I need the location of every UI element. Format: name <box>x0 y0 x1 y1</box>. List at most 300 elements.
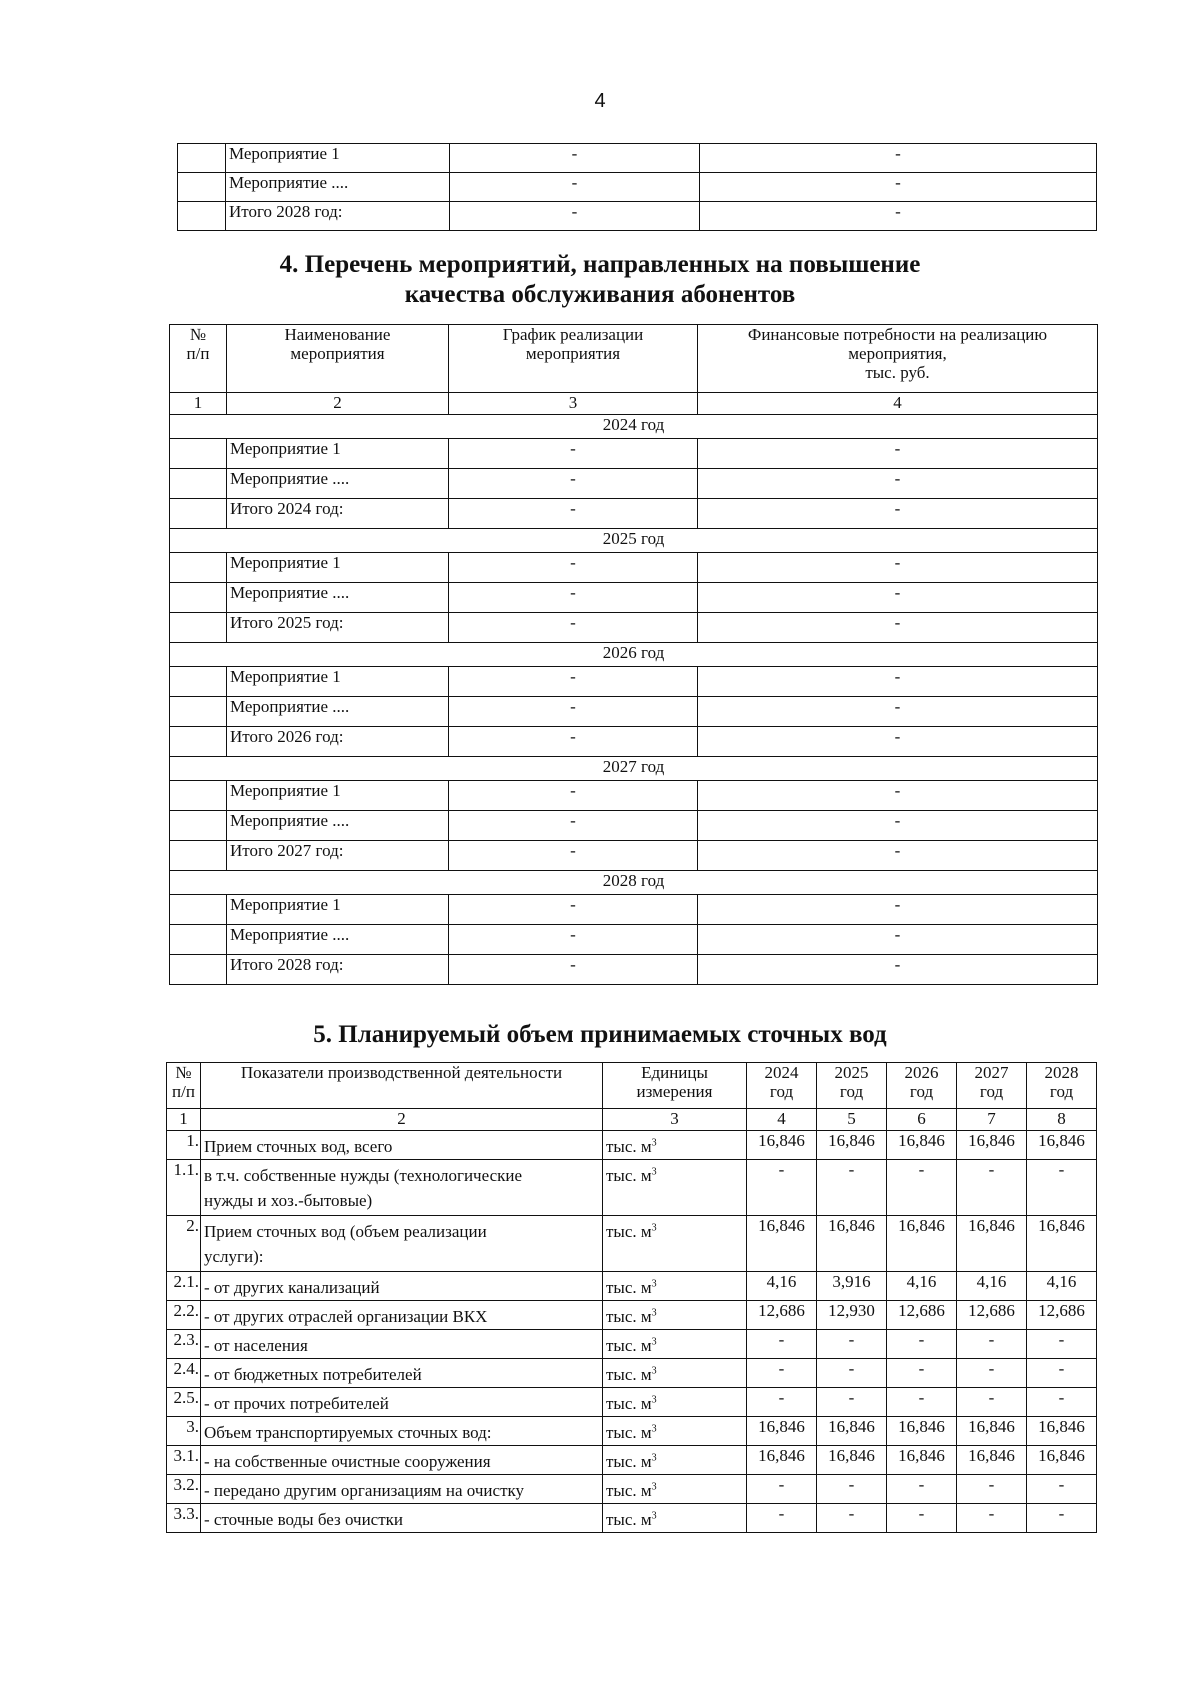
value-cell: - <box>817 1504 887 1533</box>
indicator-line1: - от других отраслей организации ВКХ <box>204 1307 488 1326</box>
unit-text: тыс. м <box>606 1394 652 1413</box>
row-number: 1.1. <box>167 1160 201 1216</box>
name-cell: Мероприятие 1 <box>227 781 449 811</box>
name-cell: Мероприятие .... <box>227 925 449 955</box>
col-number: 1 <box>170 393 227 415</box>
col-number: 4 <box>698 393 1098 415</box>
unit-superscript: 3 <box>651 1423 657 1435</box>
indicator-line1: - сточные воды без очистки <box>204 1510 404 1529</box>
col-number: 3 <box>603 1109 747 1131</box>
finance-cell: - <box>700 144 1097 173</box>
num-cell <box>170 727 227 757</box>
table-row <box>170 811 1098 841</box>
header-unit-line2: измерения <box>636 1082 713 1101</box>
row-number: 3.3. <box>167 1504 201 1533</box>
finance-cell: - <box>698 895 1098 925</box>
indicator-line1: Прием сточных вод (объем реализации <box>204 1222 487 1241</box>
unit-cell <box>603 1388 747 1417</box>
finance-cell: - <box>700 173 1097 202</box>
num-cell <box>170 697 227 727</box>
section5-title: 5. Планируемый объем принимаемых сточных вод <box>313 1021 887 1048</box>
table-row <box>167 1504 1097 1533</box>
header-schedule <box>449 325 698 393</box>
name-cell: Мероприятие .... <box>227 469 449 499</box>
section4-title-line2: качества обслуживания абонентов <box>404 281 796 308</box>
header-num-line2: п/п <box>172 1082 195 1101</box>
value-cell: 4,16 <box>887 1272 957 1301</box>
col-number: 1 <box>167 1109 201 1131</box>
table-row <box>170 613 1098 643</box>
col-number: 5 <box>817 1109 887 1131</box>
value-cell: - <box>957 1359 1027 1388</box>
indicator-line1: - на собственные очистные сооружения <box>204 1452 491 1471</box>
num-cell <box>170 955 227 985</box>
col-number: 2 <box>227 393 449 415</box>
unit-superscript: 3 <box>651 1278 657 1290</box>
header-finance <box>698 325 1098 393</box>
value-cell: 4,16 <box>747 1272 817 1301</box>
finance-cell: - <box>698 667 1098 697</box>
name-cell: Мероприятие .... <box>227 697 449 727</box>
indicator-line1: - от других канализаций <box>204 1278 380 1297</box>
value-cell: 16,846 <box>957 1131 1027 1160</box>
unit-cell <box>603 1475 747 1504</box>
table-row <box>167 1301 1097 1330</box>
header-finance-line2: мероприятия, <box>848 344 947 363</box>
value-cell: 16,846 <box>1027 1417 1097 1446</box>
col-number: 3 <box>449 393 698 415</box>
indicator-cell <box>201 1417 603 1446</box>
value-cell: - <box>887 1504 957 1533</box>
year-label: 2025 год <box>170 529 1098 553</box>
table-row <box>170 895 1098 925</box>
row-number: 2.4. <box>167 1359 201 1388</box>
value-cell: - <box>887 1330 957 1359</box>
schedule-cell: - <box>449 613 698 643</box>
value-cell: 16,846 <box>887 1417 957 1446</box>
unit-text: тыс. м <box>606 1510 652 1529</box>
num-cell <box>170 895 227 925</box>
schedule-cell: - <box>449 955 698 985</box>
name-cell: Итого 2024 год: <box>227 499 449 529</box>
value-cell: - <box>747 1475 817 1504</box>
value-cell: - <box>1027 1504 1097 1533</box>
year-label: 2026 год <box>170 643 1098 667</box>
indicator-line1: Объем транспортируемых сточных вод: <box>204 1423 492 1442</box>
value-cell: 3,916 <box>817 1272 887 1301</box>
unit-cell <box>603 1330 747 1359</box>
schedule-cell: - <box>449 925 698 955</box>
schedule-cell: - <box>450 202 700 231</box>
value-cell: - <box>957 1475 1027 1504</box>
unit-superscript: 3 <box>651 1452 657 1464</box>
unit-text: тыс. м <box>606 1365 652 1384</box>
unit-superscript: 3 <box>651 1307 657 1319</box>
unit-superscript: 3 <box>651 1336 657 1348</box>
unit-cell <box>603 1301 747 1330</box>
value-cell: - <box>747 1504 817 1533</box>
header-year-value: 2026 <box>904 1063 939 1082</box>
value-cell: - <box>1027 1359 1097 1388</box>
value-cell: - <box>957 1504 1027 1533</box>
unit-superscript: 3 <box>651 1481 657 1493</box>
header-row <box>167 1063 1097 1109</box>
value-cell: 12,686 <box>957 1301 1027 1330</box>
value-cell: 16,846 <box>1027 1216 1097 1272</box>
page-number: 4 <box>594 90 606 112</box>
finance-cell: - <box>698 925 1098 955</box>
value-cell: 16,846 <box>887 1446 957 1475</box>
row-number: 2. <box>167 1216 201 1272</box>
table-row <box>170 955 1098 985</box>
name-cell: Итого 2028 год: <box>226 202 450 231</box>
unit-cell <box>603 1216 747 1272</box>
row-number: 3.2. <box>167 1475 201 1504</box>
table-row <box>167 1475 1097 1504</box>
finance-cell: - <box>698 469 1098 499</box>
value-cell: - <box>1027 1330 1097 1359</box>
unit-text: тыс. м <box>606 1481 652 1500</box>
schedule-cell: - <box>450 144 700 173</box>
col-number: 4 <box>747 1109 817 1131</box>
table-row <box>170 583 1098 613</box>
year-row <box>170 415 1098 439</box>
row-number: 3. <box>167 1417 201 1446</box>
header-schedule-line1: График реализации <box>502 325 644 344</box>
table-row <box>167 1417 1097 1446</box>
schedule-cell: - <box>449 499 698 529</box>
value-cell: 16,846 <box>817 1216 887 1272</box>
value-cell: - <box>957 1330 1027 1359</box>
year-row <box>170 529 1098 553</box>
value-cell: 16,846 <box>1027 1131 1097 1160</box>
name-cell: Итого 2027 год: <box>227 841 449 871</box>
finance-cell: - <box>700 202 1097 231</box>
schedule-cell: - <box>449 469 698 499</box>
finance-cell: - <box>698 553 1098 583</box>
name-cell: Мероприятие .... <box>226 173 450 202</box>
value-cell: - <box>747 1359 817 1388</box>
value-cell: - <box>887 1359 957 1388</box>
table-row <box>167 1160 1097 1216</box>
value-cell: 16,846 <box>1027 1446 1097 1475</box>
value-cell: - <box>1027 1475 1097 1504</box>
table-row <box>170 727 1098 757</box>
indicator-line1: - передано другим организациям на очистку <box>204 1481 525 1500</box>
name-cell: Мероприятие 1 <box>227 667 449 697</box>
table-row <box>170 469 1098 499</box>
year-label: 2024 год <box>170 415 1098 439</box>
header-finance-line3: тыс. руб. <box>865 363 930 382</box>
header-num <box>167 1063 201 1109</box>
value-cell: 16,846 <box>817 1446 887 1475</box>
row-number: 2.2. <box>167 1301 201 1330</box>
name-cell: Мероприятие 1 <box>227 439 449 469</box>
indicator-line2: нужды и хоз.-бытовые) <box>204 1191 373 1210</box>
value-cell: 16,846 <box>887 1216 957 1272</box>
value-cell: 12,686 <box>1027 1301 1097 1330</box>
value-cell: 16,846 <box>957 1446 1027 1475</box>
year-label: 2027 год <box>170 757 1098 781</box>
row-number: 1. <box>167 1131 201 1160</box>
num-cell <box>170 925 227 955</box>
num-cell <box>178 202 226 231</box>
header-num-line2: п/п <box>186 344 210 363</box>
indicator-line1: - от прочих потребителей <box>204 1394 389 1413</box>
schedule-cell: - <box>449 439 698 469</box>
header-num-line1: № <box>189 325 207 344</box>
value-cell: 4,16 <box>957 1272 1027 1301</box>
table-row <box>170 439 1098 469</box>
indicator-cell <box>201 1272 603 1301</box>
indicator-line2: услуги): <box>204 1247 264 1266</box>
value-cell: 12,686 <box>747 1301 817 1330</box>
header-year-word: год <box>979 1082 1004 1101</box>
indicator-line1: Прием сточных вод, всего <box>204 1137 393 1156</box>
row-number: 3.1. <box>167 1446 201 1475</box>
finance-cell: - <box>698 583 1098 613</box>
table-row <box>167 1272 1097 1301</box>
finance-cell: - <box>698 439 1098 469</box>
num-cell <box>170 667 227 697</box>
value-cell: - <box>747 1388 817 1417</box>
value-cell: - <box>1027 1160 1097 1216</box>
column-number-row <box>167 1109 1097 1131</box>
indicator-line1: в т.ч. собственные нужды (технологические <box>204 1166 523 1185</box>
finance-cell: - <box>698 727 1098 757</box>
table-row <box>170 841 1098 871</box>
section4-title-line1: 4. Перечень мероприятий, направленных на повышение <box>279 251 921 278</box>
unit-superscript: 3 <box>651 1222 657 1234</box>
col-number: 8 <box>1027 1109 1097 1131</box>
table-row <box>170 925 1098 955</box>
unit-text: тыс. м <box>606 1222 652 1241</box>
value-cell: - <box>887 1160 957 1216</box>
indicator-line1: - от бюджетных потребителей <box>204 1365 422 1384</box>
num-cell <box>178 173 226 202</box>
header-year-word: год <box>1049 1082 1074 1101</box>
value-cell: 16,846 <box>957 1417 1027 1446</box>
header-schedule-line2: мероприятия <box>525 344 621 363</box>
schedule-cell: - <box>449 667 698 697</box>
value-cell: 16,846 <box>817 1131 887 1160</box>
schedule-cell: - <box>449 811 698 841</box>
value-cell: 16,846 <box>747 1417 817 1446</box>
name-cell: Мероприятие .... <box>227 583 449 613</box>
schedule-cell: - <box>449 583 698 613</box>
schedule-cell: - <box>449 841 698 871</box>
table-row <box>167 1216 1097 1272</box>
value-cell: - <box>817 1359 887 1388</box>
indicator-cell <box>201 1216 603 1272</box>
value-cell: - <box>747 1330 817 1359</box>
year-row <box>170 757 1098 781</box>
num-cell <box>170 583 227 613</box>
value-cell: - <box>817 1388 887 1417</box>
schedule-cell: - <box>449 697 698 727</box>
value-cell: 16,846 <box>747 1446 817 1475</box>
num-cell <box>170 811 227 841</box>
value-cell: - <box>1027 1388 1097 1417</box>
header-num-line1: № <box>175 1063 192 1082</box>
unit-superscript: 3 <box>651 1166 657 1178</box>
name-cell: Мероприятие 1 <box>227 895 449 925</box>
finance-cell: - <box>698 499 1098 529</box>
table-row <box>170 781 1098 811</box>
name-cell: Мероприятие 1 <box>227 553 449 583</box>
value-cell: - <box>817 1160 887 1216</box>
schedule-cell: - <box>450 173 700 202</box>
header-year-value: 2025 <box>834 1063 869 1082</box>
name-cell: Мероприятие 1 <box>226 144 450 173</box>
value-cell: - <box>817 1330 887 1359</box>
num-cell <box>170 553 227 583</box>
value-cell: 16,846 <box>957 1216 1027 1272</box>
finance-cell: - <box>698 811 1098 841</box>
header-year <box>957 1063 1027 1109</box>
section5-table <box>166 1062 1097 1533</box>
unit-cell <box>603 1504 747 1533</box>
col-number: 7 <box>957 1109 1027 1131</box>
value-cell: 12,686 <box>887 1301 957 1330</box>
indicator-cell <box>201 1131 603 1160</box>
unit-text: тыс. м <box>606 1166 652 1185</box>
indicator-cell <box>201 1475 603 1504</box>
unit-cell <box>603 1359 747 1388</box>
year-row <box>170 643 1098 667</box>
table-row <box>167 1330 1097 1359</box>
header-year <box>1027 1063 1097 1109</box>
unit-text: тыс. м <box>606 1336 652 1355</box>
name-cell: Мероприятие .... <box>227 811 449 841</box>
unit-cell <box>603 1131 747 1160</box>
header-num <box>170 325 227 393</box>
header-year <box>747 1063 817 1109</box>
header-year <box>887 1063 957 1109</box>
finance-cell: - <box>698 955 1098 985</box>
unit-text: тыс. м <box>606 1452 652 1471</box>
table-row <box>167 1131 1097 1160</box>
num-cell <box>178 144 226 173</box>
table-row <box>170 667 1098 697</box>
header-year <box>817 1063 887 1109</box>
table-row <box>167 1359 1097 1388</box>
num-cell <box>170 439 227 469</box>
indicator-cell <box>201 1301 603 1330</box>
value-cell: - <box>957 1160 1027 1216</box>
value-cell: 12,930 <box>817 1301 887 1330</box>
indicator-cell <box>201 1504 603 1533</box>
unit-cell <box>603 1446 747 1475</box>
table-row <box>178 173 1097 202</box>
year-label: 2028 год <box>170 871 1098 895</box>
value-cell: - <box>887 1388 957 1417</box>
indicator-line1: - от населения <box>204 1336 308 1355</box>
unit-superscript: 3 <box>651 1137 657 1149</box>
table-row <box>170 697 1098 727</box>
header-year-word: год <box>839 1082 864 1101</box>
num-cell <box>170 781 227 811</box>
unit-text: тыс. м <box>606 1278 652 1297</box>
column-number-row <box>170 393 1098 415</box>
schedule-cell: - <box>449 781 698 811</box>
value-cell: 16,846 <box>747 1131 817 1160</box>
year-row <box>170 871 1098 895</box>
value-cell: 4,16 <box>1027 1272 1097 1301</box>
table-row <box>170 499 1098 529</box>
finance-cell: - <box>698 781 1098 811</box>
finance-cell: - <box>698 697 1098 727</box>
section4-title <box>0 250 1200 310</box>
value-cell: 16,846 <box>747 1216 817 1272</box>
unit-text: тыс. м <box>606 1137 652 1156</box>
row-number: 2.3. <box>167 1330 201 1359</box>
header-year-value: 2027 <box>974 1063 1009 1082</box>
header-year-word: год <box>769 1082 794 1101</box>
indicator-cell <box>201 1388 603 1417</box>
unit-superscript: 3 <box>651 1394 657 1406</box>
table-row <box>170 553 1098 583</box>
finance-cell: - <box>698 613 1098 643</box>
num-cell <box>170 841 227 871</box>
row-number: 2.5. <box>167 1388 201 1417</box>
row-number: 2.1. <box>167 1272 201 1301</box>
value-cell: 16,846 <box>887 1131 957 1160</box>
top-continuation-table <box>177 143 1097 231</box>
indicator-cell <box>201 1359 603 1388</box>
name-cell: Итого 2025 год: <box>227 613 449 643</box>
value-cell: - <box>887 1475 957 1504</box>
unit-text: тыс. м <box>606 1423 652 1442</box>
value-cell: - <box>957 1388 1027 1417</box>
name-cell: Итого 2026 год: <box>227 727 449 757</box>
table-row <box>178 202 1097 231</box>
schedule-cell: - <box>449 727 698 757</box>
header-unit <box>603 1063 747 1109</box>
table-row <box>167 1446 1097 1475</box>
unit-text: тыс. м <box>606 1307 652 1326</box>
value-cell: - <box>817 1475 887 1504</box>
name-cell: Итого 2028 год: <box>227 955 449 985</box>
section4-table <box>169 324 1098 985</box>
indicator-cell <box>201 1446 603 1475</box>
num-cell <box>170 499 227 529</box>
schedule-cell: - <box>449 895 698 925</box>
unit-superscript: 3 <box>651 1510 657 1522</box>
header-indicator: Показатели производственной деятельности <box>201 1063 603 1109</box>
col-number: 2 <box>201 1109 603 1131</box>
header-finance-line1: Финансовые потребности на реализацию <box>747 325 1048 344</box>
num-cell <box>170 613 227 643</box>
header-year-word: год <box>909 1082 934 1101</box>
table-row <box>178 144 1097 173</box>
header-name-line2: мероприятия <box>290 344 385 363</box>
header-year-value: 2028 <box>1044 1063 1079 1082</box>
finance-cell: - <box>698 841 1098 871</box>
value-cell: - <box>747 1160 817 1216</box>
table-row <box>167 1388 1097 1417</box>
header-name-line1: Наименование <box>284 325 391 344</box>
header-unit-line1: Единицы <box>641 1063 708 1082</box>
section5-body <box>167 1131 1097 1533</box>
unit-cell <box>603 1272 747 1301</box>
value-cell: 16,846 <box>817 1417 887 1446</box>
unit-superscript: 3 <box>651 1365 657 1377</box>
unit-cell <box>603 1160 747 1216</box>
header-row <box>170 325 1098 393</box>
unit-cell <box>603 1417 747 1446</box>
header-year-value: 2024 <box>764 1063 799 1082</box>
